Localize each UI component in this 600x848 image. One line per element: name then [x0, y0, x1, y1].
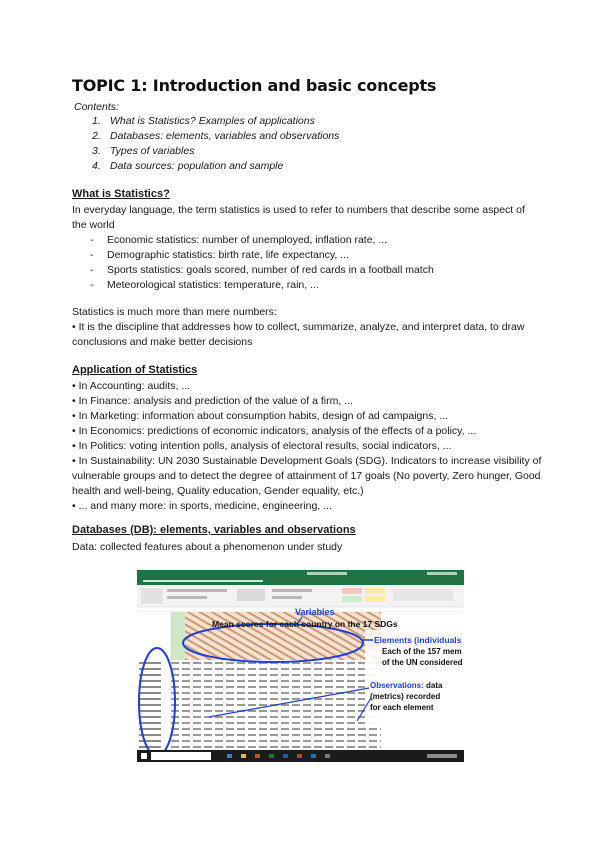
taskbar-clock: [427, 754, 457, 758]
applications-list: [72, 379, 542, 514]
list-item: • In Economics: predictions of economic indicators, analysis of the effects of a policy, ...: [72, 425, 477, 437]
section-heading-databases: Databases (DB): elements, variables and observations: [72, 524, 356, 536]
contents-item-text: Databases: elements, variables and observations: [110, 130, 340, 142]
contents-item: [92, 129, 339, 144]
list-item: • In Politics: voting intention polls, analysis of electoral results, social indicators, ...: [72, 440, 452, 452]
window-title: [307, 572, 347, 575]
more-than-numbers-text: Statistics is much more than mere numbers:: [72, 306, 277, 318]
observations-label-rest: data: [423, 681, 443, 690]
taskbar-app-icon: [311, 754, 316, 758]
section-heading-what-is-statistics: What is Statistics?: [72, 188, 170, 200]
taskbar-app-icon: [325, 754, 330, 758]
list-item: • In Accounting: audits, ...: [72, 380, 191, 392]
contents-item-text: Types of variables: [110, 145, 195, 157]
intro-paragraph: In everyday language, the term statistics is used to refer to numbers that describe some aspect of the world: [72, 204, 525, 231]
contents-item-number: 2.: [92, 130, 101, 142]
list-item: - Demographic statistics: birth rate, life expectancy, ...: [90, 249, 349, 261]
examples-list: [90, 233, 434, 293]
excel-title-bar: [137, 570, 464, 578]
window-controls: [427, 572, 457, 575]
variables-label: Variables: [295, 607, 335, 617]
list-item-text: Economic statistics: number of unemployed, inflation rate, ...: [107, 234, 388, 246]
list-item: - Meteorological statistics: temperature, rain, ...: [90, 279, 319, 291]
start-icon: [141, 753, 147, 759]
observations-caption-line-1: (metrics) recorded: [370, 692, 441, 701]
observations-caption-line-2: for each element: [370, 703, 434, 712]
page-title: TOPIC 1: Introduction and basic concepts: [72, 76, 437, 95]
contents-item-number: 1.: [92, 115, 101, 127]
taskbar-app-icon: [227, 754, 232, 758]
discipline-text: • It is the discipline that addresses how to collect, summarize, analyze, and interpret data, to draw conclusions and make better decisions: [72, 321, 525, 348]
taskbar-app-icon: [255, 754, 260, 758]
taskbar-app-icon: [297, 754, 302, 758]
contents-item: [92, 144, 339, 159]
contents-item-text: Data sources: population and sample: [110, 160, 284, 172]
data-cells-region: [171, 660, 381, 748]
elements-caption-line-2: of the UN considered: [382, 658, 463, 667]
contents-item: [92, 114, 339, 129]
variables-caption: Mean scores for each country on the 17 SDGs: [212, 619, 398, 629]
observations-label: [370, 681, 443, 690]
list-item: • ... and many more: in sports, medicine, engineering, ...: [72, 500, 332, 512]
list-item: - Economic statistics: number of unemployed, inflation rate, ...: [90, 234, 388, 246]
spreadsheet-figure: [137, 570, 464, 762]
contents-item-number: 3.: [92, 145, 101, 157]
data-definition: Data: collected features about a phenomenon under study: [72, 541, 343, 553]
section-heading-applications: Application of Statistics: [72, 364, 198, 376]
list-item: • In Marketing: information about consumption habits, design of ad campaigns, ...: [72, 410, 449, 422]
list-item-text: Demographic statistics: birth rate, life expectancy, ...: [107, 249, 349, 261]
list-item-text: Sports statistics: goals scored, number of red cards in a football match: [107, 264, 434, 276]
taskbar-app-icon: [241, 754, 246, 758]
list-item: • In Finance: analysis and prediction of the value of a firm, ...: [72, 395, 353, 407]
taskbar-app-icon: [283, 754, 288, 758]
list-item-text: Meteorological statistics: temperature, rain, ...: [107, 279, 319, 291]
contents-item-number: 4.: [92, 160, 101, 172]
contents-label: Contents:: [74, 101, 119, 113]
list-item: • In Sustainability: UN 2030 Sustainable Development Goals (SDG). Indicators to increase visibility of vulnerable groups and to detect the degree of attainment of 17 goals (No poverty, Zero hunger, Good health and well-being, Quality education, Gender equality, etc.): [72, 455, 542, 497]
taskbar-app-icon: [269, 754, 274, 758]
elements-caption-line-1: Each of the 157 mem: [382, 647, 462, 656]
elements-label: Elements (individuals: [374, 635, 462, 645]
contents-item-text: What is Statistics? Examples of applications: [110, 115, 315, 127]
list-item: - Sports statistics: goals scored, number of red cards in a football match: [90, 264, 434, 276]
taskbar-search-box: [151, 752, 211, 760]
observations-label-strong: Observations:: [370, 681, 424, 690]
contents-list: [92, 114, 339, 174]
contents-item: [92, 159, 339, 174]
